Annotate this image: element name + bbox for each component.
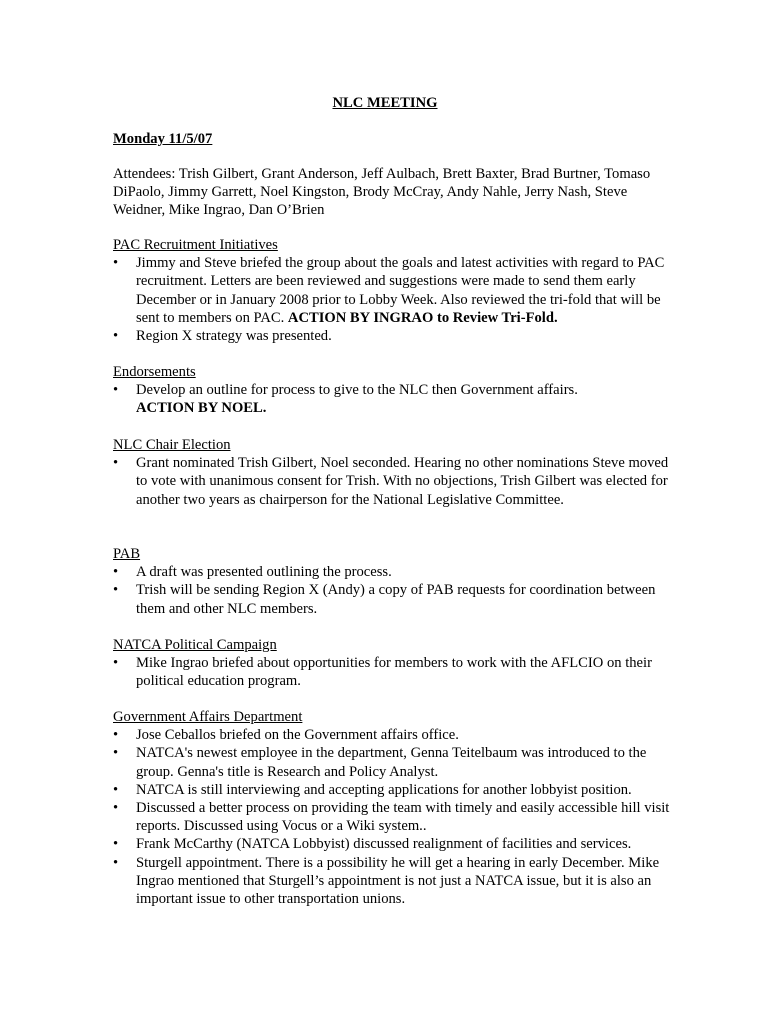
section-political-campaign (113, 636, 673, 691)
bullet-icon: • (113, 781, 119, 798)
bullet-list (113, 563, 673, 618)
bullet-icon: • (113, 836, 119, 853)
section-heading: PAB (113, 546, 141, 562)
bullet-icon: • (113, 854, 119, 871)
list-item (113, 454, 673, 509)
attendees-paragraph: Attendees: Trish Gilbert, Grant Anderson, Jeff Aulbach, Brett Baxter, Brad Burtner, Tomaso DiPaolo, Jimmy Garrett, Noel Kingston, Brody McCray, Andy Nahle, Jerry Nash, Steve Weidner, Mike Ingrao, Dan O’Brien (113, 166, 651, 219)
section-government-affairs (113, 708, 673, 908)
list-item-text: Frank McCarthy (NATCA Lobbyist) discussed realignment of facilities and services. (136, 836, 632, 853)
list-item (113, 654, 673, 690)
bullet-icon: • (113, 455, 119, 472)
list-item (113, 327, 673, 345)
section-heading: Endorsements (113, 364, 196, 380)
list-item-text: Discussed a better process on providing the team with timely and easily accessible hill visit reports. Discussed using Vocus or a Wiki system.. (136, 800, 670, 835)
list-item (113, 781, 673, 799)
list-item (113, 563, 673, 581)
list-item (113, 581, 673, 617)
section-chair-election (113, 436, 673, 509)
section-pab (113, 545, 673, 618)
action-item: ACTION BY NOEL. (136, 400, 267, 417)
bullet-icon: • (113, 745, 119, 762)
list-item-text: NATCA is still interviewing and accepting applications for another lobbyist position. (136, 781, 632, 798)
meeting-date: Monday 11/5/07 (113, 131, 213, 147)
list-item (113, 381, 673, 417)
bullet-icon: • (113, 382, 119, 399)
list-item-text: Trish will be sending Region X (Andy) a copy of PAB requests for coordination between them and other NLC members. (136, 582, 656, 617)
section-endorsements (113, 363, 673, 418)
list-item (113, 854, 673, 909)
bullet-icon: • (113, 727, 119, 744)
list-item-text: A draft was presented outlining the process. (136, 564, 392, 581)
bullet-icon: • (113, 564, 119, 581)
list-item-text: Grant nominated Trish Gilbert, Noel seconded. Hearing no other nominations Steve moved to vote with unanimous consent for Trish. With no objections, Trish Gilbert was elected for another two years as chairperson for the National Legislative Committee. (136, 455, 669, 508)
list-item (113, 726, 673, 744)
list-item-text: Mike Ingrao briefed about opportunities for members to work with the AFLCIO on their political education program. (136, 655, 652, 690)
bullet-icon: • (113, 255, 119, 272)
bullet-list (113, 654, 673, 690)
list-item-text: Develop an outline for process to give to the NLC then Government affairs. (136, 382, 578, 399)
list-item-text: Jimmy and Steve briefed the group about the goals and latest activities with regard to PAC recruitment. Letters are been reviewed and suggestions were made to send them early December or in January 2008 prior to Lobby Week. Also reviewed the tri-fold that will be sent to members on PAC. (136, 255, 665, 326)
list-item-text: Region X strategy was presented. (136, 328, 332, 345)
bullet-icon: • (113, 655, 119, 672)
bullet-icon: • (113, 800, 119, 817)
action-item: ACTION BY INGRAO to Review Tri-Fold. (287, 309, 558, 326)
section-heading: Government Affairs Department (113, 709, 303, 725)
page-title: NLC MEETING (332, 95, 438, 111)
section-heading: PAC Recruitment Initiatives (113, 237, 278, 253)
bullet-icon: • (113, 582, 119, 599)
bullet-icon: • (113, 328, 119, 345)
bullet-list (113, 726, 673, 908)
list-item-text: NATCA's newest employee in the department, Genna Teitelbaum was introduced to the group. Genna's title is Research and Policy Analyst. (136, 745, 647, 780)
section-pac-recruitment (113, 236, 673, 345)
bullet-list (113, 454, 673, 509)
list-item (113, 835, 673, 853)
bullet-list (113, 254, 673, 345)
list-item (113, 799, 673, 835)
section-heading: NATCA Political Campaign (113, 637, 277, 653)
bullet-list (113, 381, 673, 417)
list-item (113, 254, 673, 327)
list-item (113, 744, 673, 780)
section-heading: NLC Chair Election (113, 437, 231, 453)
list-item-text: Jose Ceballos briefed on the Government affairs office. (136, 727, 459, 744)
list-item-text: Sturgell appointment. There is a possibility he will get a hearing in early December. Mike Ingrao mentioned that Sturgell’s appointment is not just a NATCA issue, but it is also an important issue to other transportation unions. (136, 854, 660, 908)
